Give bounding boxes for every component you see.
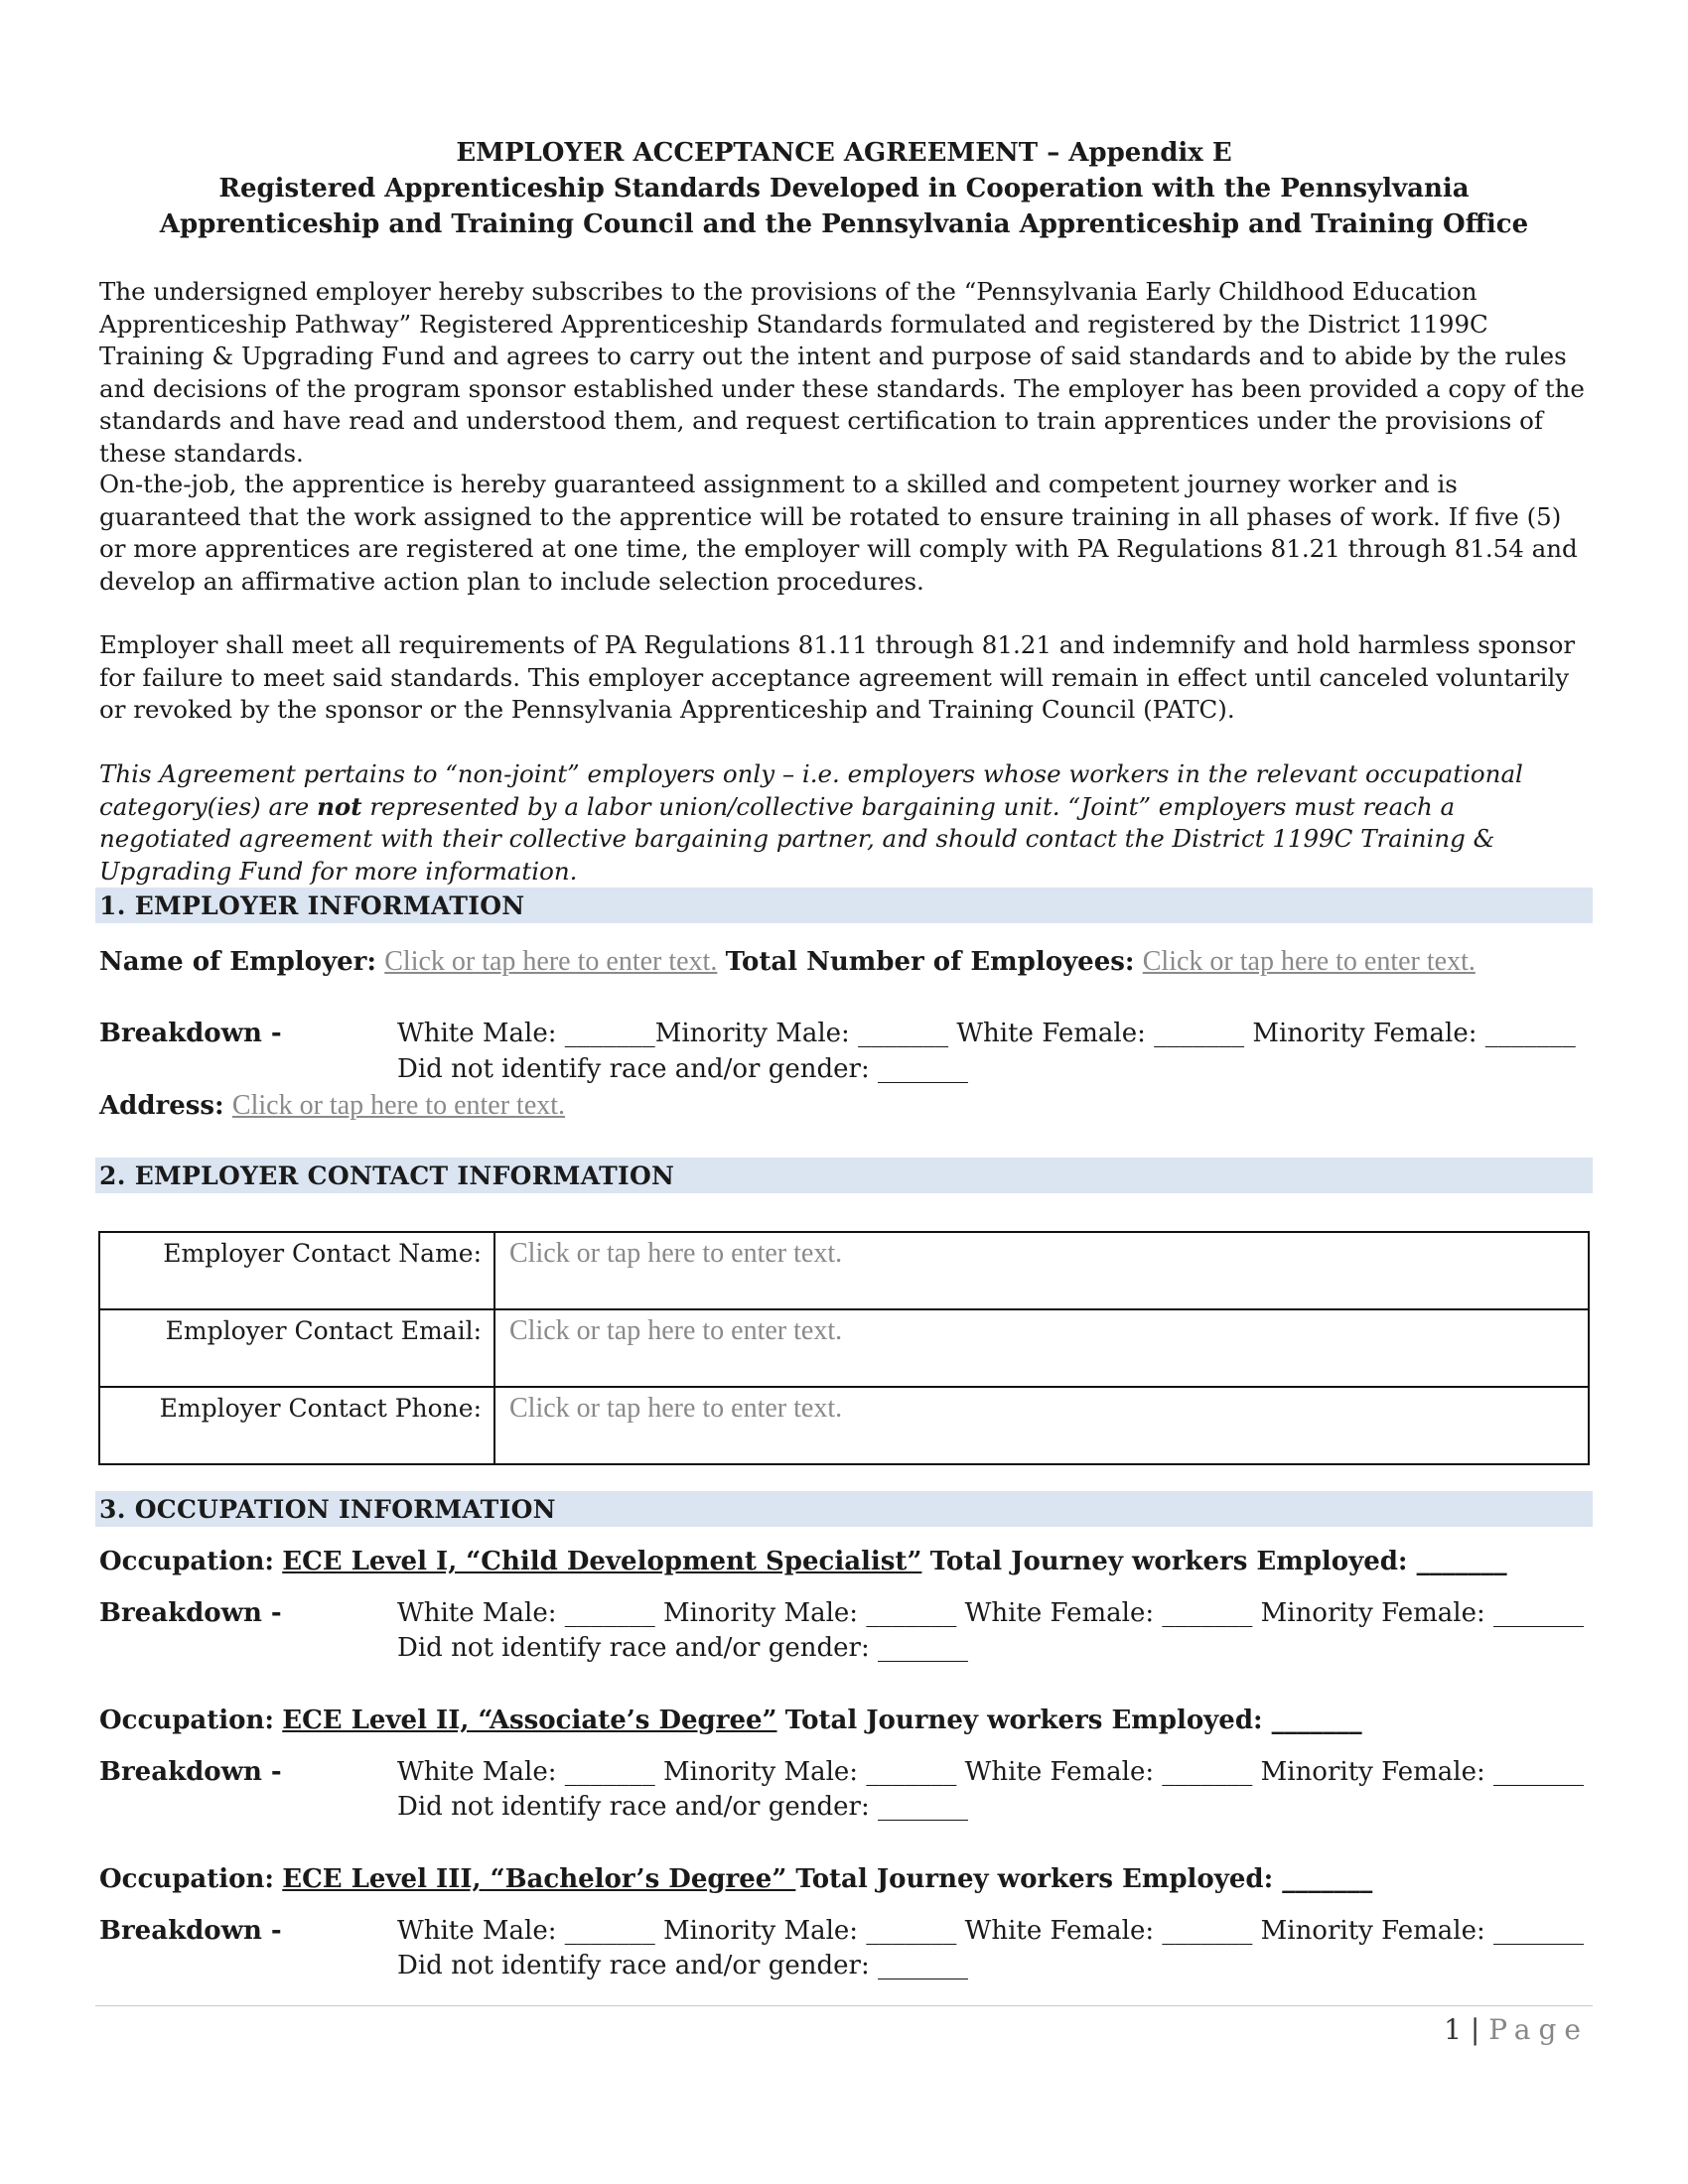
contact-email-field[interactable]: Click or tap here to enter text.	[509, 1315, 843, 1346]
contact-email-cell[interactable]	[494, 1309, 1589, 1387]
occupation-2-breakdown	[99, 1755, 1589, 1789]
intro-p4-emphasis: not	[317, 791, 362, 821]
occupation-label: Occupation:	[99, 1864, 274, 1894]
total-employees-label: Total Number of Employees:	[725, 947, 1135, 977]
occupation-row-2	[99, 1704, 1589, 1737]
footer-divider	[95, 2005, 1593, 2006]
journey-workers-field[interactable]: Total Journey workers Employed: _______	[929, 1547, 1507, 1576]
occupation-name: ECE Level III, “Bachelor’s Degree”	[282, 1864, 796, 1894]
breakdown-line-2[interactable]: Did not identify race and/or gender: _______	[397, 1633, 969, 1663]
table-row	[99, 1232, 1589, 1309]
breakdown-line-1[interactable]: White Male: _______Minority Male: _______ White Female: _______ Minority Female: _______	[397, 1019, 1576, 1048]
breakdown-label: Breakdown -	[99, 1598, 282, 1628]
occupation-1-breakdown	[99, 1596, 1589, 1630]
breakdown-label: Breakdown -	[99, 1757, 282, 1787]
contact-table	[98, 1231, 1590, 1465]
page-separator: |	[1461, 2013, 1489, 2046]
contact-phone-label: Employer Contact Phone:	[99, 1387, 494, 1464]
table-row	[99, 1387, 1589, 1464]
document-title	[99, 135, 1589, 242]
address-field[interactable]: Click or tap here to enter text.	[231, 1090, 566, 1121]
title-line-2: Registered Apprenticeship Standards Developed in Cooperation with the Pennsylvania	[218, 174, 1470, 204]
title-line-1: EMPLOYER ACCEPTANCE AGREEMENT – Appendix E	[456, 138, 1232, 168]
page-word: Page	[1488, 2013, 1589, 2046]
breakdown-label: Breakdown -	[99, 1019, 282, 1048]
contact-name-label: Employer Contact Name:	[99, 1232, 494, 1309]
contact-phone-cell[interactable]	[494, 1387, 1589, 1464]
page-number: 1	[1444, 2013, 1462, 2046]
occupation-name: ECE Level I, “Child Development Specialist”	[282, 1547, 922, 1576]
contact-name-field[interactable]: Click or tap here to enter text.	[509, 1238, 843, 1269]
address-row	[99, 1089, 1589, 1123]
table-row	[99, 1309, 1589, 1387]
breakdown-line-1[interactable]: White Male: _______ Minority Male: _______ White Female: _______ Minority Female: _______	[397, 1757, 1584, 1787]
contact-phone-field[interactable]: Click or tap here to enter text.	[509, 1393, 843, 1424]
breakdown-line-1[interactable]: White Male: _______ Minority Male: _______ White Female: _______ Minority Female: _______	[397, 1598, 1584, 1628]
intro-paragraph-1: The undersigned employer hereby subscribes to the provisions of the “Pennsylvania Early Childhood Education Apprenticeship Pathway” Registered Apprenticeship Standards formulated and registered by the District 1199C Training & Upgrading Fund and agrees to carry out the intent and purpose of said standards and to abide by the rules and decisions of the program sponsor established under these standards. The employer has been provided a copy of the standards and have read and understood them, and request certification to train apprentices under the provisions of these standards.	[99, 277, 1585, 468]
occupation-3-breakdown	[99, 1914, 1589, 1948]
breakdown-line-2[interactable]: Did not identify race and/or gender: _______	[397, 1054, 969, 1084]
total-employees-field[interactable]: Click or tap here to enter text.	[1142, 946, 1476, 977]
section-heading-occupation-information: 3. OCCUPATION INFORMATION	[95, 1491, 1593, 1527]
employer-name-label: Name of Employer:	[99, 947, 376, 977]
employer-name-row	[99, 945, 1589, 979]
address-label: Address:	[99, 1091, 224, 1121]
journey-workers-field[interactable]: Total Journey workers Employed: _______	[795, 1864, 1373, 1894]
breakdown-label: Breakdown -	[99, 1916, 282, 1946]
employer-name-field[interactable]: Click or tap here to enter text.	[384, 946, 718, 977]
intro-paragraph-2: On-the-job, the apprentice is hereby guaranteed assignment to a skilled and competent journey worker and is guaranteed that the work assigned to the apprentice will be rotated to ensure training in all phases of work. If five (5) or more apprentices are registered at one time, the employer will comply with PA Regulations 81.21 through 81.54 and develop an affirmative action plan to include selection procedures.	[99, 470, 1578, 596]
occupation-label: Occupation:	[99, 1547, 274, 1576]
breakdown-line-2[interactable]: Did not identify race and/or gender: _______	[397, 1792, 969, 1822]
breakdown-line-2[interactable]: Did not identify race and/or gender: _______	[397, 1951, 969, 1980]
title-line-3: Apprenticeship and Training Council and the Pennsylvania Apprenticeship and Training Office	[159, 209, 1529, 239]
contact-email-label: Employer Contact Email:	[99, 1309, 494, 1387]
intro-paragraph-3: Employer shall meet all requirements of PA Regulations 81.11 through 81.21 and indemnify and hold harmless sponsor for failure to meet said standards. This employer acceptance agreement will remain in effect until canceled voluntarily or revoked by the sponsor or the Pennsylvania Apprenticeship and Training Council (PATC).	[99, 630, 1576, 724]
section-heading-employer-information: 1. EMPLOYER INFORMATION	[95, 887, 1593, 923]
intro-paragraph-4	[99, 758, 1589, 887]
occupation-row-1	[99, 1545, 1589, 1578]
employer-breakdown	[99, 1017, 1589, 1050]
section-heading-employer-contact: 2. EMPLOYER CONTACT INFORMATION	[95, 1158, 1593, 1193]
breakdown-line-1[interactable]: White Male: _______ Minority Male: _______ White Female: _______ Minority Female: _______	[397, 1916, 1584, 1946]
occupation-name: ECE Level II, “Associate’s Degree”	[282, 1706, 777, 1735]
contact-name-cell[interactable]	[494, 1232, 1589, 1309]
occupation-row-3	[99, 1862, 1589, 1896]
occupation-label: Occupation:	[99, 1706, 274, 1735]
page-footer	[1444, 2013, 1589, 2046]
intro-p4-end: represented by a labor union/collective bargaining unit. “Joint” employers must reach a negotiated agreement with their collective bargaining partner, and should contact the District 1199C Training & Upgrading Fund for more information.	[99, 791, 1495, 886]
intro-p4-start: This Agreement pertains to “non-joint” employers only – i.e. employers whose workers in the relevant occupational category(ies) are	[99, 759, 1523, 821]
journey-workers-field[interactable]: Total Journey workers Employed: _______	[784, 1706, 1362, 1735]
